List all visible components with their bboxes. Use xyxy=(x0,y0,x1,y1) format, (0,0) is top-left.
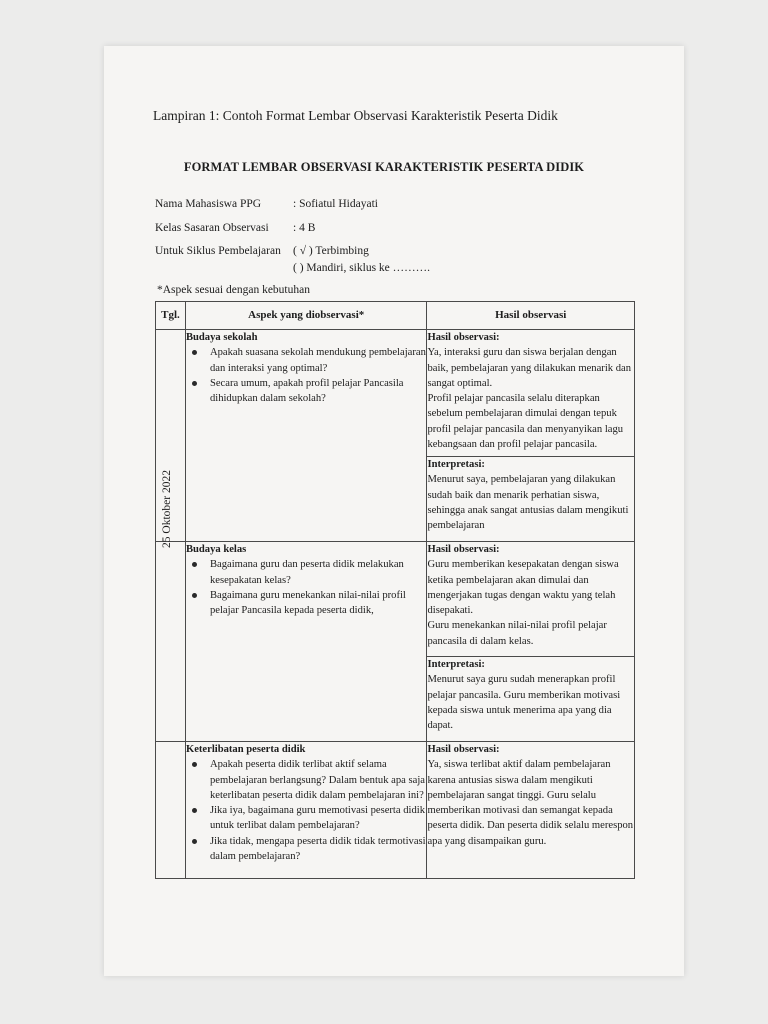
list-item: Jika tidak, mengapa peserta didik tidak termotivasi dalam pembelajaran? xyxy=(210,834,427,865)
aspek-cell xyxy=(185,542,427,742)
interpretasi-heading: Interpretasi: xyxy=(427,459,485,470)
siklus-label: Untuk Siklus Pembelajaran xyxy=(155,245,281,257)
aspek-list xyxy=(186,757,427,864)
table-header-row xyxy=(156,302,635,330)
header-aspek: Aspek yang diobservasi* xyxy=(185,302,427,330)
interpretasi-heading: Interpretasi: xyxy=(427,659,485,670)
aspek-list xyxy=(186,345,427,406)
hasil-heading: Hasil observasi: xyxy=(427,544,500,555)
aspek-cell xyxy=(185,742,427,879)
hasil-cell xyxy=(427,742,635,879)
hasil-text: Ya, interaksi guru dan siswa berjalan dengan baik, pembelajaran yang dilakukan menarik dan sangat optimal. Profil pelajar pancasila selalu diterapkan sebelum pembelajaran dimulai dengan tepuk profil pelajar pancasila dan menyanyikan lagu kebangsaan dan profil pelajar pancasila. xyxy=(427,347,632,451)
list-item: Apakah peserta didik terlibat aktif selama pembelajaran berlangsung? Dalam bentuk apa saja keterlibatan peserta didik dalam pembelajaran ini? xyxy=(210,757,427,803)
aspect-note: *Aspek sesuai dengan kebutuhan xyxy=(157,284,310,296)
hasil-text: Guru memberikan kesepakatan dengan siswa ketika pembelajaran akan dimulai dan mengerjakan tugas dengan waktu yang telah disepakati. Guru menekankan nilai-nilai profil pelajar pancasila di dalam kelas. xyxy=(427,559,619,647)
siklus-value-mandiri: ( ) Mandiri, siklus ke ………. xyxy=(293,262,431,274)
interpretasi-text: Menurut saya, pembelajaran yang dilakukan sudah baik dan menarik perhatian siswa, sehingga anak sangat antusias dalam mengikuti pembelajaran xyxy=(427,474,629,532)
aspek-heading: Keterlibatan peserta didik xyxy=(185,744,306,755)
header-hasil: Hasil observasi xyxy=(427,302,635,330)
table-row xyxy=(156,742,635,879)
table-row xyxy=(156,330,635,457)
header-tgl: Tgl. xyxy=(156,302,186,330)
aspek-cell xyxy=(185,330,427,542)
table-row xyxy=(156,542,635,657)
interpretasi-cell xyxy=(427,457,635,542)
hasil-text: Ya, siswa terlibat aktif dalam pembelajaran karena antusias siswa dalam mengikuti pembelajaran sangat tinggi. Guru selalu memberikan motivasi dan semangat kepada peserta didik. Dan peserta didik selalu merespon apa yang disampaikan guru. xyxy=(427,759,634,847)
kelas-label: Kelas Sasaran Observasi xyxy=(155,222,269,234)
kelas-value: : 4 B xyxy=(293,222,316,234)
interpretasi-cell xyxy=(427,657,635,742)
observation-table xyxy=(155,301,635,879)
list-item: Jika iya, bagaimana guru memotivasi peserta didik untuk terlibat dalam pembelajaran? xyxy=(210,803,427,834)
hasil-heading: Hasil observasi: xyxy=(427,744,500,755)
hasil-cell xyxy=(427,542,635,657)
list-item: Secara umum, apakah profil pelajar Pancasila dihidupkan dalam sekolah? xyxy=(210,376,427,407)
list-item: Apakah suasana sekolah mendukung pembelajaran dan interaksi yang optimal? xyxy=(210,345,427,376)
list-item: Bagaimana guru dan peserta didik melakukan kesepakatan kelas? xyxy=(210,557,427,588)
date-cell-empty xyxy=(156,542,186,742)
observation-date: 25 Oktober 2022 xyxy=(161,470,173,548)
nama-value: : Sofiatul Hidayati xyxy=(293,198,378,210)
aspek-list xyxy=(186,557,427,618)
hasil-cell xyxy=(427,330,635,457)
aspek-heading: Budaya kelas xyxy=(185,544,247,555)
document-title: FORMAT LEMBAR OBSERVASI KARAKTERISTIK PESERTA DIDIK xyxy=(183,160,585,174)
aspek-heading: Budaya sekolah xyxy=(185,332,258,343)
list-item: Bagaimana guru menekankan nilai-nilai profil pelajar Pancasila kepada peserta didik, xyxy=(210,588,427,619)
date-cell-empty xyxy=(156,742,186,879)
hasil-heading: Hasil observasi: xyxy=(427,332,500,343)
siklus-value-terbimbing: ( √ ) Terbimbing xyxy=(293,245,369,257)
appendix-label: Lampiran 1: Contoh Format Lembar Observasi Karakteristik Peserta Didik xyxy=(153,108,558,123)
nama-label: Nama Mahasiswa PPG xyxy=(155,198,262,210)
date-cell xyxy=(156,330,186,548)
interpretasi-text: Menurut saya guru sudah menerapkan profil pelajar pancasila. Guru memberikan motivasi kepada siswa untuk menerima apa yang dia dapat. xyxy=(427,674,621,732)
